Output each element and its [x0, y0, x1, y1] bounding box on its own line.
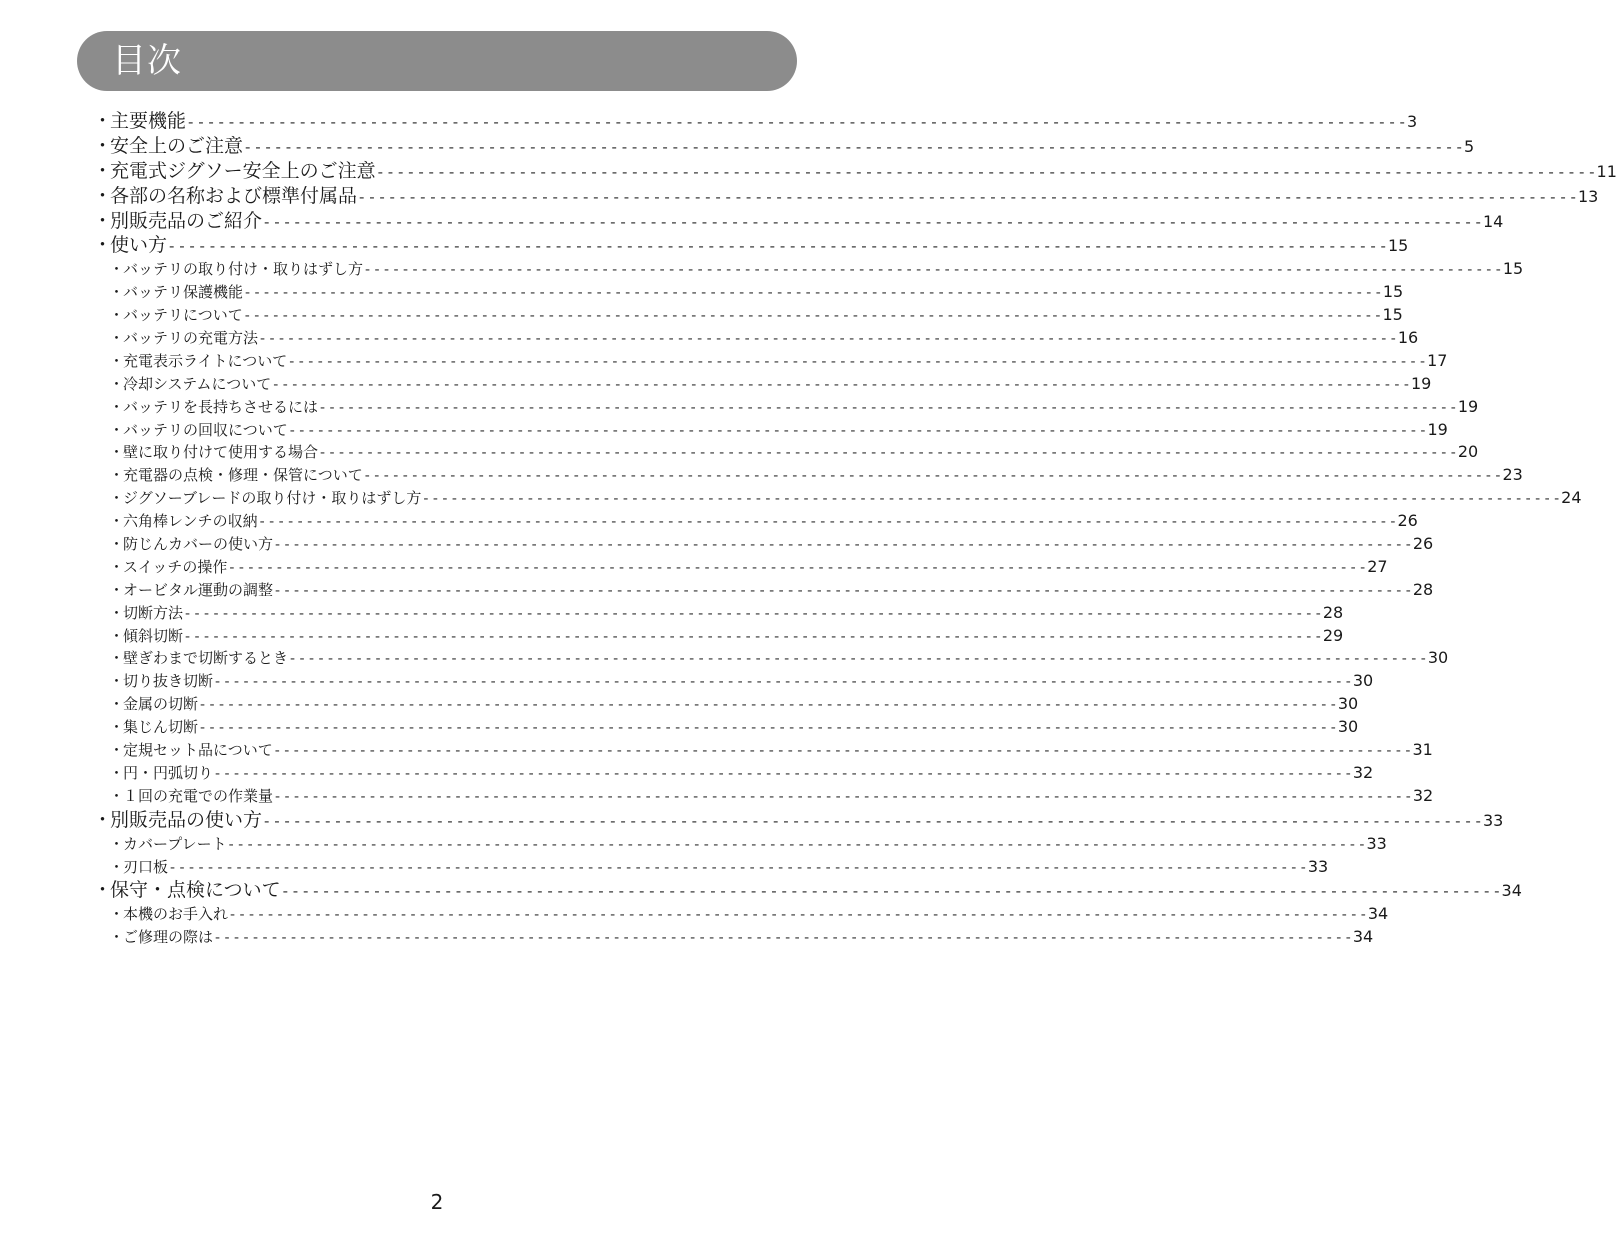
toc-bullet: ・ — [109, 283, 125, 302]
toc-subentry[interactable] — [93, 327, 1419, 350]
page-number: 2 — [430, 1190, 444, 1214]
toc-entry-page: 33 — [1366, 833, 1387, 853]
toc-leader-dashes: - - - - - - - - - - - - - - - - - - - - - - - - - - - - - - - - - - - - - - - - - - - - - - - - - - - - - - - - - - - - - - - - - - - - - - - - - - - - - - - - - - - - - - - - - - - - - - - - - - - - - - - - - - - - - - - - - - - - - - - - — [215, 674, 1351, 691]
toc-entry-label: ジグソーブレードの取り付け・取りはずし方 — [123, 489, 422, 508]
toc-entry[interactable] — [93, 878, 1522, 903]
toc-entry-label: 別販売品の使い方 — [110, 808, 263, 831]
toc-subentry[interactable] — [93, 281, 1404, 304]
toc-leader-dashes: - - - - - - - - - - - - - - - - - - - - - - - - - - - - - - - - - - - - - - - - - - - - - - - - - - - - - - - - - - - - - - - - - - - - - - - - - - - - - - - - - - - - - - - - - - - - - - - - - - - - - - - - - - - - - - - - - - - - - - - - — [275, 788, 1411, 805]
table-of-contents — [93, 109, 1617, 949]
toc-entry-page: 19 — [1411, 373, 1432, 393]
toc-entry-page: 17 — [1427, 350, 1448, 370]
toc-entry-label: １回の充電での作業量 — [123, 786, 274, 805]
toc-bullet: ・ — [109, 443, 125, 462]
toc-entry-page: 31 — [1412, 740, 1433, 760]
toc-leader-dashes: - - - - - - - - - - - - - - - - - - - - - - - - - - - - - - - - - - - - - - - - - - - - - - - - - - - - - - - - - - - - - - - - - - - - - - - - - - - - - - - - - - - - - - - - - - - - - - - - - - - - - - - - - - - - - - - - - - - - - - - - — [290, 651, 1426, 668]
toc-subentry[interactable] — [93, 441, 1479, 464]
toc-leader-dashes: - - - - - - - - - - - - - - - - - - - - - - - - - - - - - - - - - - - - - - - - - - - - - - - - - - - - - - - - - - - - - - - - - - - - - - - - - - - - - - - - - - - - - - - - - - - - - - - - - - - - - - - - - - - - - - - - - - - - - - - - — [259, 514, 1396, 531]
toc-bullet: ・ — [109, 626, 125, 645]
toc-subentry[interactable] — [93, 785, 1434, 808]
toc-bullet: ・ — [109, 695, 125, 714]
toc-bullet: ・ — [109, 557, 125, 576]
toc-entry-label: 円・円弧切り — [123, 763, 214, 782]
toc-subentry[interactable] — [93, 739, 1433, 762]
toc-entry-page: 32 — [1352, 762, 1374, 782]
toc-subentry[interactable] — [93, 533, 1434, 556]
toc-entry-page: 34 — [1352, 927, 1374, 947]
toc-entry-label: 充電表示ライトについて — [123, 351, 288, 370]
toc-bullet: ・ — [109, 763, 125, 782]
toc-bullet: ・ — [109, 351, 125, 370]
toc-entry-page: 32 — [1412, 785, 1434, 805]
toc-entry-page: 11 — [1596, 161, 1617, 181]
toc-subentry[interactable] — [93, 487, 1582, 510]
toc-leader-dashes: - - - - - - - - - - - - - - - - - - - - - - - - - - - - - - - - - - - - - - - - - - - - - - - - - - - - - - - - - - - - - - - - - - - - - - - - - - - - - - - - - - - - - - - - - - - - - - - - - - - - - - - - - - - - - - - - - - - - - - - - — [275, 537, 1411, 554]
toc-bullet: ・ — [109, 649, 125, 668]
toc-leader-dashes: - - - - - - - - - - - - - - - - - - - - - - - - - - - - - - - - - - - - - - - - - - - - - - - - - - - - - - - - - - - - - - - - - - - - - - - - - - - - - - - - - - - - - - - - - - - - - - - - - - - - - - - - - - - - - - - - - - - - - - - - — [260, 331, 1396, 348]
toc-leader-dashes: - - - - - - - - - - - - - - - - - - - - - - - - - - - - - - - - - - - - - - - - - - - - - - - - - - - - - - - - - - - - - - - - - - - - - - - - - - - - - - - - - - - - - - - - - - - - - - - - - - - - - - - - - - - - - - - - - - - - - - - - — [229, 559, 1366, 576]
toc-bullet: ・ — [109, 786, 125, 805]
toc-leader-dashes: - - - - - - - - - - - - - - - - - - - - - - - - - - - - - - - - - - - - - - - - - - - - - - - - - - - - - - - - - - - - - - - - - - - - - - - - - - - - - - - - - - - - - - - - - - - - - - - - - - - - - - - - - - - - - - - - - - - - - - - - — [185, 605, 1321, 622]
toc-entry-label: 別販売品のご紹介 — [110, 209, 263, 232]
toc-entry-label: 切断方法 — [123, 603, 184, 622]
toc-entry[interactable] — [93, 134, 1475, 159]
toc-entry-label: 壁に取り付けて使用する場合 — [123, 443, 319, 462]
toc-entry-page: 3 — [1406, 112, 1418, 131]
toc-entry-label: 防じんカバーの使い方 — [123, 535, 274, 554]
toc-entry-label: 充電器の点検・修理・保管について — [123, 466, 363, 485]
toc-entry-page: 30 — [1427, 648, 1449, 668]
toc-entry[interactable] — [93, 808, 1504, 833]
toc-entry-label: 充電式ジグソー安全上のご注意 — [110, 159, 376, 182]
toc-leader-dashes: - - - - - - - - - - - - - - - - - - - - - - - - - - - - - - - - - - - - - - - - - - - - - - - - - - - - - - - - - - - - - - - - - - - - - - - - - - - - - - - - - - - - - - - - - - - - - - - - - - - - - - - - - - - - - - - - - - - - - - - - — [245, 137, 1462, 156]
toc-bullet: ・ — [109, 260, 125, 279]
toc-entry-label: 本機のお手入れ — [123, 905, 229, 924]
toc-bullet: ・ — [109, 928, 125, 947]
toc-leader-dashes: - - - - - - - - - - - - - - - - - - - - - - - - - - - - - - - - - - - - - - - - - - - - - - - - - - - - - - - - - - - - - - - - - - - - - - - - - - - - - - - - - - - - - - - - - - - - - - - - - - - - - - - - - - - - - - - - - - - - - - - - — [170, 859, 1306, 876]
toc-entry-page: 26 — [1412, 534, 1434, 554]
toc-leader-dashes: - - - - - - - - - - - - - - - - - - - - - - - - - - - - - - - - - - - - - - - - - - - - - - - - - - - - - - - - - - - - - - - - - - - - - - - - - - - - - - - - - - - - - - - - - - - - - - - - - - - - - - - - - - - - - - - - - - - - - - - - — [364, 468, 1501, 485]
toc-leader-dashes: - - - - - - - - - - - - - - - - - - - - - - - - - - - - - - - - - - - - - - - - - - - - - - - - - - - - - - - - - - - - - - - - - - - - - - - - - - - - - - - - - - - - - - - - - - - - - - - - - - - - - - - - - - - - - - - - - - - - - - - - — [377, 162, 1595, 181]
toc-leader-dashes: - - - - - - - - - - - - - - - - - - - - - - - - - - - - - - - - - - - - - - - - - - - - - - - - - - - - - - - - - - - - - - - - - - - - - - - - - - - - - - - - - - - - - - - - - - - - - - - - - - - - - - - - - - - - - - - - - - - - - - - - — [282, 882, 1500, 901]
toc-entry-label: 集じん切断 — [123, 718, 199, 737]
page-title: 目次 — [112, 41, 182, 81]
toc-leader-dashes: - - - - - - - - - - - - - - - - - - - - - - - - - - - - - - - - - - - - - - - - - - - - - - - - - - - - - - - - - - - - - - - - - - - - - - - - - - - - - - - - - - - - - - - - - - - - - - - - - - - - - - - - - - - - - - - - - - - - - - - - — [230, 907, 1366, 924]
toc-entry-label: ご修理の際は — [123, 928, 214, 947]
toc-subentry[interactable] — [93, 762, 1374, 785]
toc-subentry[interactable] — [93, 833, 1387, 856]
toc-subentry[interactable] — [93, 350, 1448, 373]
toc-bullet: ・ — [109, 718, 125, 737]
toc-entry-label: バッテリ保護機能 — [123, 283, 244, 302]
toc-bullet: ・ — [109, 489, 125, 508]
toc-entry[interactable] — [93, 233, 1409, 258]
toc-entry-label: スイッチの操作 — [123, 557, 228, 576]
toc-entry-label: 壁ぎわまで切断するとき — [123, 649, 289, 668]
toc-entry-label: オービタル運動の調整 — [123, 580, 274, 599]
toc-subentry[interactable] — [93, 258, 1524, 281]
toc-entry-label: 安全上のご注意 — [110, 134, 244, 157]
toc-leader-dashes: - - - - - - - - - - - - - - - - - - - - - - - - - - - - - - - - - - - - - - - - - - - - - - - - - - - - - - - - - - - - - - - - - - - - - - - - - - - - - - - - - - - - - - - - - - - - - - - - - - - - - - - - - - - - - - - - - - - - - - - - — [228, 836, 1365, 853]
toc-leader-dashes: - - - - - - - - - - - - - - - - - - - - - - - - - - - - - - - - - - - - - - - - - - - - - - - - - - - - - - - - - - - - - - - - - - - - - - - - - - - - - - - - - - - - - - - - - - - - - - - - - - - - - - - - - - - - - - - - - - - - - - - - — [245, 285, 1381, 302]
toc-entry-page: 24 — [1561, 488, 1582, 508]
toc-entry-page: 15 — [1382, 305, 1403, 325]
toc-entry-label: 使い方 — [110, 234, 168, 257]
toc-leader-dashes: - - - - - - - - - - - - - - - - - - - - - - - - - - - - - - - - - - - - - - - - - - - - - - - - - - - - - - - - - - - - - - - - - - - - - - - - - - - - - - - - - - - - - - - - - - - - - - - - - - - - - - - - - - - - - - - - - - - - - - - - — [215, 765, 1351, 782]
toc-entry-page: 20 — [1457, 442, 1479, 462]
toc-entry-page: 15 — [1502, 259, 1524, 279]
toc-leader-dashes: - - - - - - - - - - - - - - - - - - - - - - - - - - - - - - - - - - - - - - - - - - - - - - - - - - - - - - - - - - - - - - - - - - - - - - - - - - - - - - - - - - - - - - - - - - - - - - - - - - - - - - - - - - - - - - - - - - - - - - - - — [274, 743, 1411, 760]
toc-leader-dashes: - - - - - - - - - - - - - - - - - - - - - - - - - - - - - - - - - - - - - - - - - - - - - - - - - - - - - - - - - - - - - - - - - - - - - - - - - - - - - - - - - - - - - - - - - - - - - - - - - - - - - - - - - - - - - - - - - - - - - - - - — [289, 353, 1426, 370]
toc-leader-dashes: - - - - - - - - - - - - - - - - - - - - - - - - - - - - - - - - - - - - - - - - - - - - - - - - - - - - - - - - - - - - - - - - - - - - - - - - - - - - - - - - - - - - - - - - - - - - - - - - - - - - - - - - - - - - - - - - - - - - - - - - — [200, 697, 1336, 714]
toc-leader-dashes: - - - - - - - - - - - - - - - - - - - - - - - - - - - - - - - - - - - - - - - - - - - - - - - - - - - - - - - - - - - - - - - - - - - - - - - - - - - - - - - - - - - - - - - - - - - - - - - - - - - - - - - - - - - - - - - - - - - - - - - - — [423, 491, 1560, 508]
toc-leader-dashes: - - - - - - - - - - - - - - - - - - - - - - - - - - - - - - - - - - - - - - - - - - - - - - - - - - - - - - - - - - - - - - - - - - - - - - - - - - - - - - - - - - - - - - - - - - - - - - - - - - - - - - - - - - - - - - - - - - - - - - - - — [365, 262, 1501, 279]
toc-leader-dashes: - - - - - - - - - - - - - - - - - - - - - - - - - - - - - - - - - - - - - - - - - - - - - - - - - - - - - - - - - - - - - - - - - - - - - - - - - - - - - - - - - - - - - - - - - - - - - - - - - - - - - - - - - - - - - - - - - - - - - - - - — [169, 237, 1386, 256]
toc-entry-label: バッテリの回収について — [123, 420, 288, 439]
toc-entry-label: 主要機能 — [110, 110, 187, 132]
toc-bullet: ・ — [109, 857, 125, 876]
toc-entry-label: 刃口板 — [123, 857, 169, 876]
toc-subentry[interactable] — [93, 926, 1374, 949]
toc-entry-page: 15 — [1387, 236, 1409, 256]
toc-entry-page: 5 — [1463, 136, 1475, 156]
toc-entry-label: 傾斜切断 — [123, 626, 184, 645]
toc-entry[interactable] — [93, 159, 1617, 184]
toc-bullet: ・ — [109, 741, 125, 760]
toc-bullet: ・ — [93, 234, 113, 257]
toc-entry-label: 定規セット品について — [123, 741, 273, 760]
toc-entry-label: 六角棒レンチの収納 — [123, 512, 258, 531]
toc-leader-dashes: - - - - - - - - - - - - - - - - - - - - - - - - - - - - - - - - - - - - - - - - - - - - - - - - - - - - - - - - - - - - - - - - - - - - - - - - - - - - - - - - - - - - - - - - - - - - - - - - - - - - - - - - - - - - - - - - - - - - - - - - — [264, 212, 1481, 231]
toc-entry-label: バッテリの充電方法 — [123, 329, 259, 348]
toc-bullet: ・ — [109, 512, 125, 531]
toc-leader-dashes: - - - - - - - - - - - - - - - - - - - - - - - - - - - - - - - - - - - - - - - - - - - - - - - - - - - - - - - - - - - - - - - - - - - - - - - - - - - - - - - - - - - - - - - - - - - - - - - - - - - - - - - - - - - - - - - - - - - - - - - - — [273, 376, 1409, 393]
toc-subentry[interactable] — [93, 903, 1389, 926]
toc-bullet: ・ — [93, 879, 113, 902]
toc-header-banner — [77, 31, 797, 91]
toc-entry-label: バッテリを長持ちさせるには — [123, 397, 319, 416]
toc-bullet: ・ — [109, 834, 125, 853]
toc-leader-dashes: - - - - - - - - - - - - - - - - - - - - - - - - - - - - - - - - - - - - - - - - - - - - - - - - - - - - - - - - - - - - - - - - - - - - - - - - - - - - - - - - - - - - - - - - - - - - - - - - - - - - - - - - - - - - - - - - - - - - - - - - — [275, 582, 1411, 599]
toc-entry-page: 28 — [1412, 579, 1434, 599]
toc-subentry[interactable] — [93, 693, 1359, 716]
toc-subentry[interactable] — [93, 419, 1448, 442]
toc-entry-label: バッテリの取り付け・取りはずし方 — [123, 260, 364, 279]
toc-leader-dashes: - - - - - - - - - - - - - - - - - - - - - - - - - - - - - - - - - - - - - - - - - - - - - - - - - - - - - - - - - - - - - - - - - - - - - - - - - - - - - - - - - - - - - - - - - - - - - - - - - - - - - - - - - - - - - - - - - - - - - - - - — [185, 628, 1321, 645]
toc-entry-page: 14 — [1482, 211, 1504, 231]
toc-subentry[interactable] — [93, 602, 1344, 625]
toc-entry-page: 30 — [1337, 694, 1359, 714]
toc-bullet: ・ — [109, 603, 125, 622]
toc-entry[interactable] — [93, 209, 1504, 234]
toc-bullet: ・ — [109, 329, 125, 348]
toc-entry[interactable] — [93, 184, 1599, 209]
toc-subentry[interactable] — [93, 464, 1523, 487]
toc-bullet: ・ — [93, 159, 113, 182]
toc-entry-page: 33 — [1307, 856, 1329, 876]
toc-entry-label: 金属の切断 — [123, 695, 199, 714]
toc-subentry[interactable] — [93, 396, 1479, 419]
toc-bullet: ・ — [109, 905, 125, 924]
toc-leader-dashes: - - - - - - - - - - - - - - - - - - - - - - - - - - - - - - - - - - - - - - - - - - - - - - - - - - - - - - - - - - - - - - - - - - - - - - - - - - - - - - - - - - - - - - - - - - - - - - - - - - - - - - - - - - - - - - - - - - - - - - - - — [200, 720, 1336, 737]
toc-entry[interactable] — [93, 109, 1418, 134]
toc-leader-dashes: - - - - - - - - - - - - - - - - - - - - - - - - - - - - - - - - - - - - - - - - - - - - - - - - - - - - - - - - - - - - - - - - - - - - - - - - - - - - - - - - - - - - - - - - - - - - - - - - - - - - - - - - - - - - - - - - - - - - - - - - — [244, 308, 1381, 325]
toc-entry-page: 19 — [1427, 419, 1448, 439]
toc-bullet: ・ — [93, 184, 113, 207]
toc-subentry[interactable] — [93, 373, 1432, 396]
toc-entry-label: 各部の名称および標準付属品 — [110, 184, 358, 207]
toc-bullet: ・ — [93, 808, 113, 831]
toc-entry-page: 34 — [1501, 881, 1522, 901]
toc-bullet: ・ — [109, 306, 125, 325]
toc-subentry[interactable] — [93, 304, 1403, 327]
toc-bullet: ・ — [109, 672, 125, 691]
toc-leader-dashes: - - - - - - - - - - - - - - - - - - - - - - - - - - - - - - - - - - - - - - - - - - - - - - - - - - - - - - - - - - - - - - - - - - - - - - - - - - - - - - - - - - - - - - - - - - - - - - - - - - - - - - - - - - - - - - - - - - - - - - - - — [359, 187, 1576, 206]
toc-entry-page: 15 — [1382, 282, 1404, 302]
toc-bullet: ・ — [109, 535, 125, 554]
toc-bullet: ・ — [93, 134, 113, 157]
toc-bullet: ・ — [109, 397, 125, 416]
toc-bullet: ・ — [109, 374, 125, 393]
toc-leader-dashes: - - - - - - - - - - - - - - - - - - - - - - - - - - - - - - - - - - - - - - - - - - - - - - - - - - - - - - - - - - - - - - - - - - - - - - - - - - - - - - - - - - - - - - - - - - - - - - - - - - - - - - - - - - - - - - - - - - - - - - - - — [289, 422, 1426, 439]
toc-subentry[interactable] — [93, 670, 1374, 693]
toc-subentry[interactable] — [93, 856, 1329, 879]
toc-entry-page: 23 — [1502, 465, 1523, 485]
toc-bullet: ・ — [109, 580, 125, 599]
toc-leader-dashes: - - - - - - - - - - - - - - - - - - - - - - - - - - - - - - - - - - - - - - - - - - - - - - - - - - - - - - - - - - - - - - - - - - - - - - - - - - - - - - - - - - - - - - - - - - - - - - - - - - - - - - - - - - - - - - - - - - - - - - - - — [320, 445, 1456, 462]
toc-entry-page: 29 — [1322, 625, 1344, 645]
toc-entry-page: 27 — [1367, 556, 1388, 576]
toc-entry-label: 冷却システムについて — [123, 374, 272, 393]
toc-entry-page: 30 — [1352, 671, 1374, 691]
toc-entry-page: 16 — [1397, 328, 1419, 348]
toc-subentry[interactable] — [93, 556, 1388, 579]
toc-entry-page: 13 — [1577, 186, 1599, 206]
toc-entry-label: カバープレート — [123, 834, 227, 853]
toc-leader-dashes: - - - - - - - - - - - - - - - - - - - - - - - - - - - - - - - - - - - - - - - - - - - - - - - - - - - - - - - - - - - - - - - - - - - - - - - - - - - - - - - - - - - - - - - - - - - - - - - - - - - - - - - - - - - - - - - - - - - - - - - - — [215, 930, 1351, 947]
toc-bullet: ・ — [109, 420, 125, 439]
toc-subentry[interactable] — [93, 647, 1449, 670]
toc-entry-page: 26 — [1397, 511, 1418, 531]
toc-leader-dashes: - - - - - - - - - - - - - - - - - - - - - - - - - - - - - - - - - - - - - - - - - - - - - - - - - - - - - - - - - - - - - - - - - - - - - - - - - - - - - - - - - - - - - - - - - - - - - - - - - - - - - - - - - - - - - - - - - - - - - - - - — [320, 399, 1456, 416]
toc-subentry[interactable] — [93, 579, 1434, 602]
toc-entry-page: 30 — [1337, 717, 1359, 737]
toc-entry-page: 33 — [1482, 810, 1504, 830]
toc-entry-page: 28 — [1322, 602, 1344, 622]
toc-leader-dashes: - - - - - - - - - - - - - - - - - - - - - - - - - - - - - - - - - - - - - - - - - - - - - - - - - - - - - - - - - - - - - - - - - - - - - - - - - - - - - - - - - - - - - - - - - - - - - - - - - - - - - - - - - - - - - - - - - - - - - - - - — [264, 811, 1481, 830]
toc-entry-label: バッテリについて — [123, 306, 243, 325]
toc-entry-label: 保守・点検について — [110, 879, 281, 902]
toc-leader-dashes: - - - - - - - - - - - - - - - - - - - - - - - - - - - - - - - - - - - - - - - - - - - - - - - - - - - - - - - - - - - - - - - - - - - - - - - - - - - - - - - - - - - - - - - - - - - - - - - - - - - - - - - - - - - - - - - - - - - - - - - - — [188, 113, 1405, 131]
toc-entry-page: 34 — [1367, 904, 1389, 924]
toc-subentry[interactable] — [93, 510, 1418, 533]
toc-bullet: ・ — [93, 209, 113, 232]
toc-subentry[interactable] — [93, 716, 1359, 739]
toc-bullet: ・ — [109, 466, 125, 485]
toc-bullet: ・ — [93, 110, 113, 132]
toc-subentry[interactable] — [93, 625, 1344, 648]
toc-entry-label: 切り抜き切断 — [123, 672, 214, 691]
toc-entry-page: 19 — [1457, 396, 1479, 416]
